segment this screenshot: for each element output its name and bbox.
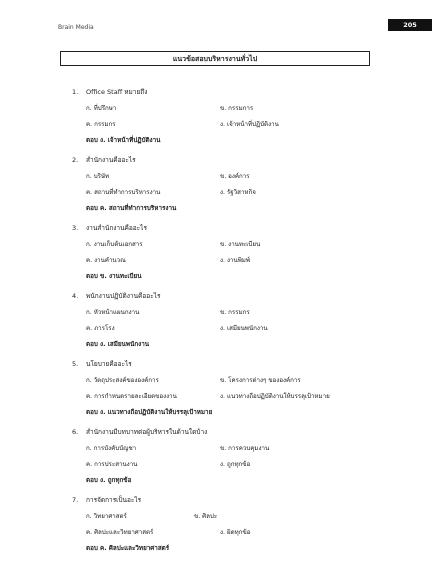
option-row: [72, 172, 402, 181]
option-letter: ง.: [220, 121, 225, 128]
option-letter: ค.: [86, 325, 93, 332]
option-row: [72, 444, 402, 453]
question-stem: [72, 224, 402, 233]
option-letter: ค.: [86, 529, 93, 536]
answer-option: [86, 240, 143, 249]
question-text: งานสำนักงานคืออะไร: [86, 224, 147, 232]
answer-key: ตอบ ข. งานทะเบียน: [86, 273, 142, 280]
option-text: เจ้าหน้าที่ปฏิบัติงาน: [226, 121, 279, 128]
question-item: [72, 292, 402, 349]
option-text: กรรมการ: [228, 105, 254, 112]
answer-key: ตอบ ง. ถูกทุกข้อ: [86, 477, 132, 484]
option-letter: ข.: [220, 445, 227, 452]
option-letter: ก.: [86, 105, 92, 112]
question-text: นโยบายคืออะไร: [86, 360, 132, 368]
option-letter: ค.: [86, 393, 93, 400]
option-text: ศิลปะ: [202, 513, 218, 520]
option-text: แนวทางถือปฏิบัติงานให้บรรลุเป้าหมาย: [226, 393, 330, 400]
option-letter: ก.: [86, 377, 92, 384]
answer-option: [220, 308, 250, 317]
answer-option: [220, 392, 330, 401]
option-text: วิทยาศาสตร์: [93, 513, 127, 520]
answer-key: ตอบ ง. เสมียนพนักงาน: [86, 341, 150, 348]
option-text: โครงการต่างๆ ขององค์การ: [228, 377, 301, 384]
answer-option: [86, 188, 160, 197]
answer-option: [86, 120, 116, 129]
answer-option: [220, 240, 260, 249]
question-number: 7.: [72, 496, 79, 504]
option-row: [72, 308, 402, 317]
question-number: 3.: [72, 224, 79, 232]
page-title: แนวข้อสอบบริหารงานทั่วไป: [60, 51, 370, 66]
option-letter: ง.: [220, 325, 225, 332]
option-row: [72, 392, 402, 401]
option-row: [72, 240, 402, 249]
option-letter: ก.: [86, 445, 92, 452]
option-letter: ง.: [220, 257, 225, 264]
answer-option: [194, 512, 217, 521]
answer-key: ตอบ ค. ศิลปะและวิทยาศาสตร์: [86, 545, 170, 552]
option-text: วัตถุประสงค์ขององค์การ: [93, 377, 159, 384]
option-letter: ค.: [86, 189, 93, 196]
option-letter: ข.: [194, 513, 201, 520]
option-letter: ก.: [86, 513, 92, 520]
option-letter: ค.: [86, 121, 93, 128]
page-number: 205: [388, 19, 432, 31]
option-text: กรรมกร: [94, 121, 116, 128]
option-text: ภารโรง: [94, 325, 115, 332]
answer-option: [86, 104, 116, 113]
option-text: การกำหนดรายละเอียดของงาน: [94, 393, 177, 400]
option-letter: ง.: [220, 189, 225, 196]
option-text: งานพิมพ์: [226, 257, 250, 264]
option-letter: ง.: [220, 529, 225, 536]
option-text: รัฐวิสาหกิจ: [226, 189, 256, 196]
answer-option: [86, 256, 126, 265]
answer-option: [220, 528, 250, 537]
option-text: สถานที่ทำการบริหารงาน: [94, 189, 161, 196]
option-text: ที่ปรึกษา: [93, 105, 117, 112]
option-letter: ข.: [220, 241, 227, 248]
question-stem: [72, 88, 402, 97]
answer-option: [220, 324, 268, 333]
answer-option: [86, 460, 137, 469]
option-text: เสมียนพนักงาน: [226, 325, 268, 332]
option-text: บริษัท: [93, 173, 110, 180]
option-letter: ง.: [220, 461, 225, 468]
option-text: การควบคุมงาน: [228, 445, 270, 452]
answer-option: [220, 256, 250, 265]
answer-option: [220, 104, 253, 113]
option-text: งานทะเบียน: [228, 241, 261, 248]
answer-option: [86, 528, 153, 537]
option-text: การบังคับบัญชา: [93, 445, 137, 452]
option-text: ผิดทุกข้อ: [226, 529, 251, 536]
answer-option: [86, 376, 159, 385]
question-text: Office Staff หมายถึง: [86, 88, 148, 96]
question-text: สำนักงานมีบทบาทต่อผู้บริหารในด้านใดบ้าง: [86, 428, 208, 436]
option-row: [72, 528, 402, 537]
question-item: [72, 224, 402, 281]
question-stem: [72, 156, 402, 165]
answer-key: ตอบ ง. แนวทางถือปฏิบัติงานให้บรรลุเป้าหมาย: [86, 409, 213, 416]
option-row: [72, 324, 402, 333]
answer-option: [220, 120, 279, 129]
brand-label: Brain Media: [58, 24, 94, 31]
option-row: [72, 120, 402, 129]
option-text: ถูกทุกข้อ: [226, 461, 251, 468]
question-stem: [72, 292, 402, 301]
question-list: [72, 88, 402, 564]
option-letter: ก.: [86, 309, 92, 316]
option-text: องค์การ: [228, 173, 250, 180]
answer-option: [86, 512, 127, 521]
option-text: กรรมกร: [228, 309, 250, 316]
answer-option: [220, 460, 250, 469]
answer-option: [86, 324, 115, 333]
question-item: [72, 88, 402, 145]
question-text: สำนักงานคืออะไร: [86, 156, 136, 164]
answer-option: [86, 172, 109, 181]
answer-option: [220, 376, 301, 385]
option-text: การประสานงาน: [94, 461, 138, 468]
question-number: 4.: [72, 292, 79, 300]
question-number: 2.: [72, 156, 79, 164]
question-item: [72, 360, 402, 417]
question-item: [72, 428, 402, 485]
option-letter: ข.: [220, 309, 227, 316]
question-item: [72, 496, 402, 553]
option-letter: ก.: [86, 173, 92, 180]
option-letter: ก.: [86, 241, 92, 248]
option-row: [72, 512, 402, 521]
option-letter: ข.: [220, 377, 227, 384]
option-letter: ค.: [86, 257, 93, 264]
answer-option: [86, 392, 177, 401]
question-item: [72, 156, 402, 213]
answer-option: [220, 172, 250, 181]
question-number: 1.: [72, 88, 79, 96]
option-text: งานคำนวณ: [94, 257, 126, 264]
option-text: หัวหน้าแผนกงาน: [93, 309, 140, 316]
option-text: ศิลปะและวิทยาศาสตร์: [94, 529, 154, 536]
option-row: [72, 376, 402, 385]
answer-option: [86, 308, 139, 317]
answer-key: ตอบ ค. สถานที่ทำการบริหารงาน: [86, 205, 177, 212]
question-stem: [72, 360, 402, 369]
option-letter: ง.: [220, 393, 225, 400]
option-letter: ค.: [86, 461, 93, 468]
option-row: [72, 104, 402, 113]
option-letter: ข.: [220, 105, 227, 112]
option-row: [72, 256, 402, 265]
answer-option: [220, 444, 269, 453]
option-row: [72, 460, 402, 469]
option-text: งานเก็บต้นเอกสาร: [93, 241, 143, 248]
option-row: [72, 188, 402, 197]
question-text: การจัดการเป็นอะไร: [86, 496, 142, 504]
question-number: 6.: [72, 428, 79, 436]
question-number: 5.: [72, 360, 79, 368]
question-stem: [72, 428, 402, 437]
answer-key: ตอบ ง. เจ้าหน้าที่ปฏิบัติงาน: [86, 137, 161, 144]
answer-option: [220, 188, 256, 197]
option-letter: ข.: [220, 173, 227, 180]
question-stem: [72, 496, 402, 505]
answer-option: [86, 444, 136, 453]
question-text: พนักงานปฏิบัติงานคืออะไร: [86, 292, 161, 300]
